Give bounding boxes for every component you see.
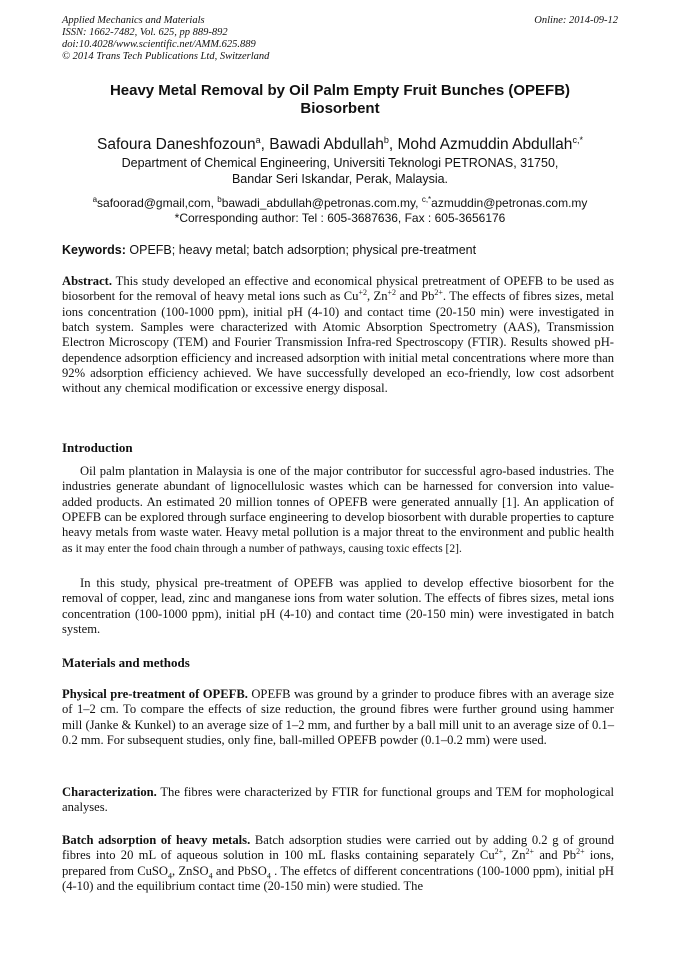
copyright: © 2014 Trans Tech Publications Ltd, Switzerland <box>62 51 270 62</box>
introduction-paragraph-2: In this study, physical pre-treatment of OPEFB was applied to develop effective biosorbent for the removal of copper, lead, zinc and manganese ions from water solution. The effects of fibres sizes, metal ions concentration (100-1000 ppm), initial pH (4-10) and contact time (20-150 min) were investigated in batch system. <box>62 576 614 637</box>
batch-text-7: . The effetcs of different concentrations (100-1000 ppm), initial pH (4-10) and the equilibrium contact time (20-150 min) were studied. The <box>62 863 614 894</box>
methods-heading: Materials and methods <box>62 655 190 670</box>
physical-pretreatment-label: Physical pre-treatment of OPEFB. <box>62 687 248 701</box>
abstract-text-3: and Pb <box>396 289 435 304</box>
author-emails <box>62 192 618 226</box>
journal-header <box>62 15 618 63</box>
introduction-heading: Introduction <box>62 440 133 455</box>
affiliation-line-1: Department of Chemical Engineering, Universiti Teknologi PETRONAS, 31750, <box>121 156 559 170</box>
batch-sup-2: 2+ <box>525 847 535 857</box>
abstract-text-4: . The effects of fibres sizes, metal ions concentration (100-1000 ppm), initial pH (4-10) and contact time (20-150 min) were investigated in batch system. Samples were characterized with Atomic Absorption Spectrometry (AAS), Transmission Electron Microscopy (TEM) and Fourier Transmission Infra-red Spectroscopy (FTIR). Results showed pH-dependence adsorption efficiency and increased adsorption with initial metal concentrations where more than 92% adsorption efficiency achieved. We have successfully developed an eco-friendly, low cost adsorbent without any chemical modification or excessive energy disposal. <box>62 289 614 396</box>
email-2-sup: b <box>217 195 222 204</box>
batch-sub-2: 4 <box>208 871 213 881</box>
title-line-1: Heavy Metal Removal by Oil Palm Empty Fruit Bunches (OPEFB) <box>109 82 571 99</box>
batch-text-5: , ZnSO <box>172 863 209 878</box>
batch-sup-1: 2+ <box>494 847 504 857</box>
paper-title <box>62 82 618 118</box>
batch-adsorption-label: Batch adsorption of heavy metals. <box>62 833 251 847</box>
batch-adsorption-paragraph <box>62 833 614 894</box>
email-1-sup: a <box>92 195 98 204</box>
abstract-text-2: , Zn <box>366 289 388 304</box>
author-1: Safoura Daneshfozoun <box>97 136 256 154</box>
author-list: Safoura Daneshfozoun$^a$, Bawadi Abdullah$^b$, Mohd Azmuddin Abdullah$^{c,*}$ <box>97 135 583 154</box>
doi: doi:10.4028/www.scientific.net/AMM.625.889 <box>62 39 256 50</box>
abstract-sup-3: 2+ <box>434 288 443 298</box>
batch-sub-3: 4 <box>266 871 271 881</box>
batch-text-3: and Pb <box>534 848 577 863</box>
characterization-label: Characterization. <box>62 785 157 799</box>
email-line <box>62 192 618 211</box>
author-2-sup: b <box>383 135 389 145</box>
introduction-paragraph-1 <box>62 464 614 557</box>
title-line-2: Biosorbent <box>300 100 380 117</box>
journal-name: Applied Mechanics and Materials <box>62 15 205 26</box>
affiliation <box>62 155 618 187</box>
email-1: safoorad@gmail,com, <box>97 196 218 210</box>
batch-sub-1: 4 <box>168 871 172 881</box>
keywords <box>62 242 618 258</box>
abstract-label: Abstract. <box>62 274 113 288</box>
abstract-sup-1: +2 <box>358 288 367 298</box>
intro-p1-small-text: it may enter the food chain through a number of pathways, causing toxic effects [2]. <box>75 542 462 555</box>
online-date: Online: 2014-09-12 <box>534 15 618 26</box>
batch-text-1: Batch adsorption studies were carried out by adding 0.2 g of ground fibres into 20 mL of aqueous solution in 100 mL flasks containing separately Cu <box>62 833 614 863</box>
physical-pretreatment-text: OPEFB was ground by a grinder to produce fibres with an average size of 1–2 cm. To compare the effects of size reduction, the ground fibres were further ground using hammer mill (Janke & Kunkel) to an average size of 1–2 mm, and further by a ball mill unit to an average size of 0.1–0.2 mm. For subsequent studies, only fine, ball-milled OPEFB powder (0.1–0.2 mm) were used. <box>62 687 614 748</box>
intro-p1-text: Oil palm plantation in Malaysia is one of the major contributor for successful agro-based industries. The industries generate abundant of lignocellulosic wastes which can be harnessed for conversion into value-added products. An estimated 20 million tonnes of OPEFB were generated annually [1]. An application of OPEFB can be explored through surface engineering to develop biosorbent with durable properties to capture heavy metals from waste water. Heavy metal pollution is a major threat to the environment and public health as <box>62 464 614 555</box>
abstract-sup-2: +2 <box>387 288 397 298</box>
characterization-text: The fibres were characterized by FTIR for functional groups and TEM for mophological analyses. <box>62 785 614 815</box>
batch-sup-3: 2+ <box>576 847 585 857</box>
author-3-sup: c,* <box>572 135 583 145</box>
email-3: azmuddin@petronas.com.my <box>431 196 588 210</box>
author-3: Mohd Azmuddin Abdullah <box>397 136 573 154</box>
batch-text-2: , Zn <box>503 848 526 863</box>
corresponding-author: *Corresponding author: Tel : 605-3687636, Fax : 605-3656176 <box>174 211 506 225</box>
batch-text-4: ions, prepared from CuSO <box>62 848 614 878</box>
characterization-paragraph <box>62 785 614 816</box>
abstract-paragraph <box>62 274 614 397</box>
keywords-text: OPEFB; heavy metal; batch adsorption; physical pre-treatment <box>125 243 477 257</box>
author-1-sup: a <box>255 135 261 145</box>
issn: ISSN: 1662-7482, Vol. 625, pp 889-892 <box>62 27 228 38</box>
email-3-sup: c,* <box>421 195 432 204</box>
email-2: bawadi_abdullah@petronas.com.my, <box>221 196 422 210</box>
abstract-text-1: This study developed an effective and economical physical pretreatment of OPEFB to be used as biosorbent for the removal of heavy metal ions such as Cu <box>62 274 614 304</box>
author-2: Bawadi Abdullah <box>269 136 384 154</box>
affiliation-line-2: Bandar Seri Iskandar, Perak, Malaysia. <box>231 172 449 186</box>
physical-pretreatment-paragraph <box>62 687 614 748</box>
keywords-label: Keywords: <box>62 243 126 257</box>
batch-text-6: and PbSO <box>212 863 267 878</box>
